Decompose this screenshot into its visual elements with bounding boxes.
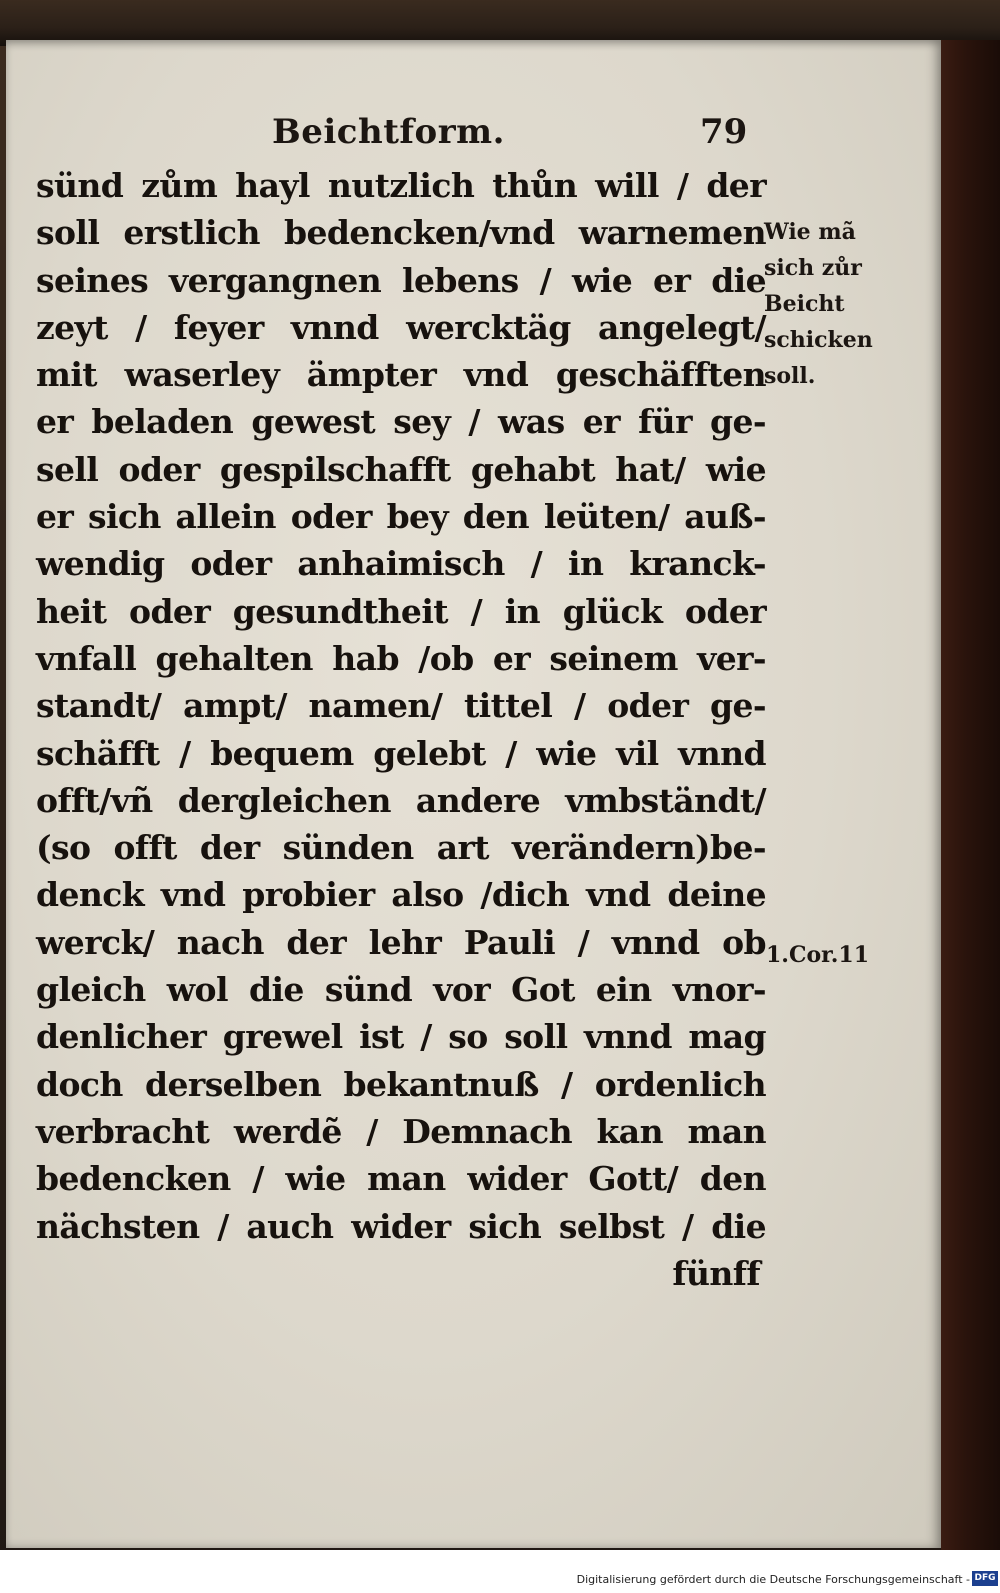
text-line: wendig oder anhaimisch / in kranck- [36,544,766,584]
text-line: offt/vñ dergleichen andere vmbständt/ [36,780,766,820]
margin-reference: 1.Cor.11 [766,942,869,968]
text-line: (so offt der sünden art verändern)be- [36,828,766,868]
margin-note-line: Beicht [764,291,845,317]
running-header: Beichtform. [272,112,505,152]
text-line: gleich wol die sünd vor Got ein vnor- [36,970,766,1010]
text-line: doch derselben bekantnuß / ordenlich [36,1064,766,1104]
text-line: nächsten / auch wider sich selbst / die [36,1206,766,1246]
margin-note [764,214,873,394]
text-line: er sich allein oder bey den leüten/ auß- [36,497,766,537]
text-line: seines vergangnen lebens / wie er die [36,260,766,300]
text-line: denlicher grewel ist / so soll vnnd mag [36,1017,766,1057]
footer-strip [0,1550,1000,1593]
dfg-logo: DFG [972,1571,998,1586]
text-line: fünff [672,1253,760,1293]
margin-note-line: schicken [764,327,873,353]
text-line: zeyt / feyer vnnd wercktäg angelegt/ [36,307,766,347]
text-line: soll erstlich bedencken/vnd warnemen [36,213,766,253]
margin-note-line: sich zůr [764,255,862,281]
digitization-credit: Digitalisierung gefördert durch die Deutsche Forschungsgemeinschaft - [576,1573,970,1586]
text-line: bedencken / wie man wider Gott/ den [36,1159,766,1199]
text-line: er beladen gewest sey / was er für ge- [36,402,766,442]
margin-note-line: soll. [764,363,816,389]
text-line: standt/ ampt/ namen/ tittel / oder ge- [36,686,766,726]
text-line: sell oder gespilschafft gehabt hat/ wie [36,449,766,489]
text-line: denck vnd probier also /dich vnd deine [36,875,766,915]
text-line: vnfall gehalten hab /ob er seinem ver- [36,638,766,678]
text-line: schäfft / bequem gelebt / wie vil vnnd [36,733,766,773]
text-line: werck/ nach der lehr Pauli / vnnd ob [36,922,766,962]
text-line: heit oder gesundtheit / in glück oder [36,591,766,631]
text-line: verbracht werdẽ / Demnach kan man [36,1111,766,1151]
text-line: mit waserley ämpter vnd geschäfften [36,355,766,395]
body-text [36,162,766,1297]
text-line: sünd zům hayl nutzlich thůn will / der [36,166,766,205]
margin-note-line: Wie mã [764,219,856,245]
book-cover-edge [941,40,1000,1550]
page-number: 79 [700,112,748,152]
